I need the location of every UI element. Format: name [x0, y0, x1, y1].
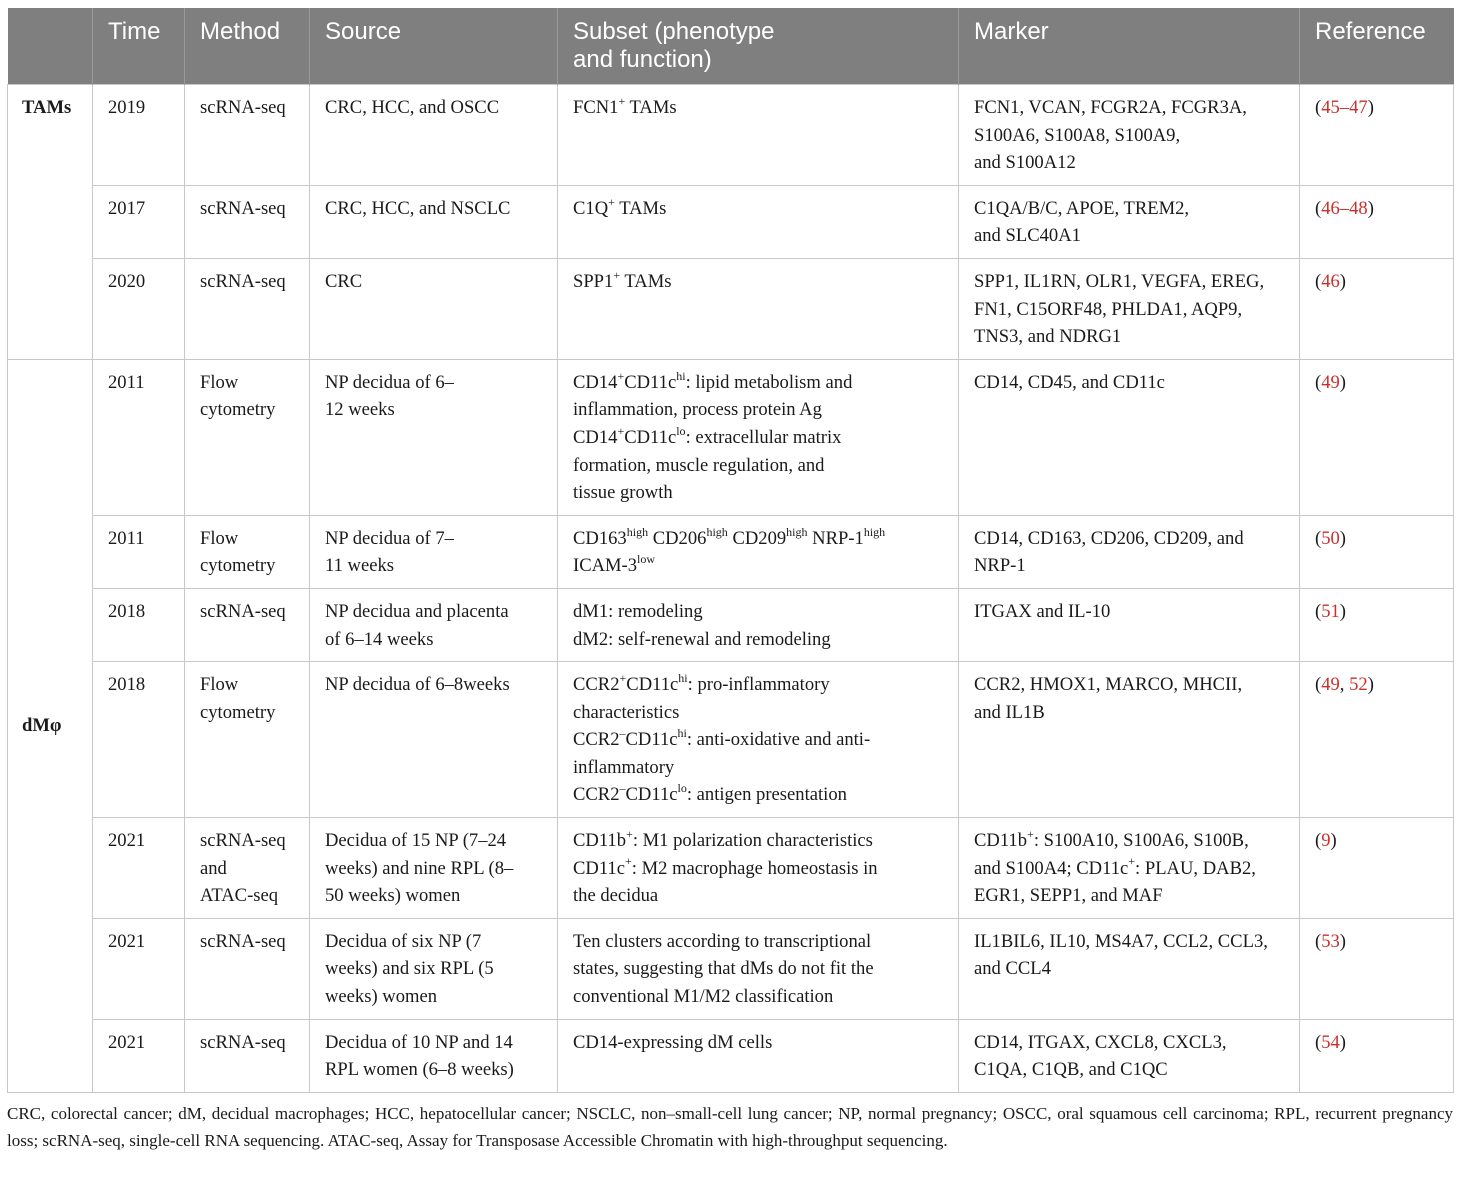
- cell-subset: [558, 818, 959, 919]
- text-run: NRP-1: [807, 527, 864, 549]
- cell-method-line: scRNA-seq: [200, 1031, 286, 1053]
- table-row: [8, 918, 1454, 1019]
- cell-subset: [558, 1019, 959, 1092]
- header-subset-line: Subset (phenotype: [573, 18, 775, 45]
- header-reference: Reference: [1300, 8, 1454, 85]
- text-line: [974, 855, 1291, 883]
- cell-method: [185, 1019, 310, 1092]
- superscript: hi: [676, 368, 686, 383]
- reference-link[interactable]: 45–47: [1321, 97, 1368, 118]
- group-label-dm: dMφ: [8, 359, 93, 1092]
- cell-source: [310, 818, 558, 919]
- cell-marker-line: and SLC40A1: [974, 225, 1081, 247]
- superscript: +: [619, 670, 627, 685]
- table-row: [8, 588, 1454, 661]
- reference-link[interactable]: 54: [1321, 1031, 1340, 1053]
- text-run: : lipid metabolism and: [685, 371, 853, 393]
- superscript: +: [625, 854, 632, 869]
- cell-source: [310, 185, 558, 258]
- reference-link[interactable]: 53: [1321, 930, 1340, 952]
- cell-marker: [959, 85, 1300, 186]
- cell-time: 2019: [93, 85, 185, 186]
- text-line: [573, 1029, 950, 1057]
- text-run: : extracellular matrix: [685, 426, 842, 448]
- cell-method: [185, 662, 310, 818]
- text-line: [573, 671, 950, 699]
- superscript: low: [637, 552, 656, 567]
- text-run: TAMs: [625, 97, 677, 118]
- cell-method-line: scRNA-seq: [200, 97, 286, 118]
- paren-close: ): [1339, 1031, 1346, 1053]
- text-run: CD11c: [624, 371, 677, 393]
- cell-method-line: scRNA-seq: [200, 930, 286, 952]
- cell-reference: [1300, 1019, 1454, 1092]
- cell-reference: [1300, 258, 1454, 359]
- cell-time: 2017: [93, 185, 185, 258]
- header-group: [8, 8, 93, 85]
- cell-marker-line: CD14, CD45, and CD11c: [974, 371, 1165, 393]
- cell-method-line: scRNA-seq: [200, 600, 286, 622]
- text-line: [573, 928, 950, 956]
- paren-open: (: [1315, 97, 1322, 118]
- text-run: CD163: [573, 527, 627, 549]
- cell-source-line: NP decidua of 7–: [325, 527, 454, 549]
- text-run: CD14: [573, 426, 618, 448]
- cell-marker-line: and IL1B: [974, 701, 1045, 723]
- reference-link[interactable]: 49: [1321, 674, 1340, 696]
- text-run: states, suggesting that dMs do not fit the: [573, 958, 874, 980]
- cell-marker-line: IL1BIL6, IL10, MS4A7, CCL2, CCL3,: [974, 930, 1268, 952]
- cell-method-line: scRNA-seq: [200, 270, 286, 292]
- cell-marker-line: C1QA/B/C, APOE, TREM2,: [974, 197, 1190, 219]
- cell-marker-line: CD14, ITGAX, CXCL8, CXCL3,: [974, 1031, 1227, 1053]
- text-run: Ten clusters according to transcriptional: [573, 930, 872, 952]
- paren-open: (: [1315, 674, 1322, 696]
- cell-marker-line: SPP1, IL1RN, OLR1, VEGFA, EREG,: [974, 270, 1265, 292]
- cell-reference: [1300, 85, 1454, 186]
- text-run: CD14: [573, 371, 618, 393]
- cell-reference: [1300, 359, 1454, 515]
- cell-marker: [959, 588, 1300, 661]
- text-run: CD11c: [626, 674, 679, 696]
- cell-time: 2011: [93, 515, 185, 588]
- cell-source: [310, 918, 558, 1019]
- text-run: TAMs: [620, 270, 672, 292]
- superscript: hi: [677, 726, 687, 741]
- cell-marker-line: C1QA, C1QB, and C1QC: [974, 1059, 1168, 1081]
- table-row: [8, 258, 1454, 359]
- ref-separator: ,: [1339, 674, 1350, 696]
- cell-marker-line: FCN1, VCAN, FCGR2A, FCGR3A,: [974, 97, 1247, 118]
- superscript: high: [626, 524, 649, 539]
- cell-method: [185, 515, 310, 588]
- text-run: formation, muscle regulation, and: [573, 454, 825, 476]
- cell-marker: [959, 515, 1300, 588]
- cell-source-line: RPL women (6–8 weeks): [325, 1059, 514, 1081]
- superscript: +: [608, 194, 615, 209]
- table-footnote: CRC, colorectal cancer; dM, decidual macrophages; HCC, hepatocellular cancer; NSCLC, non–small-cell lung cancer; NP, normal pregnancy; OSCC, oral squamous cell carcinoma; RPL, recurrent pregnancy loss; scRNA-seq, single-cell RNA sequencing. ATAC-seq, Assay for Transposase Accessible Chromatin with high-throughput sequencing.: [7, 1103, 1453, 1150]
- cell-source-line: weeks) and nine RPL (8–: [325, 857, 514, 879]
- text-run: CD11c: [625, 784, 678, 806]
- text-run: dM2: self-renewal and remodeling: [573, 628, 831, 650]
- cell-source-line: CRC: [325, 270, 363, 292]
- cell-method: [185, 258, 310, 359]
- cell-marker-line: and S100A12: [974, 152, 1076, 174]
- cell-method-line: Flow: [200, 527, 239, 549]
- text-line: [573, 983, 950, 1011]
- table-row: [8, 818, 1454, 919]
- header-subset: [558, 8, 959, 85]
- text-run: CD11c: [624, 426, 677, 448]
- cell-subset: [558, 588, 959, 661]
- cell-marker-line: TNS3, and NDRG1: [974, 326, 1122, 348]
- superscript: –: [619, 726, 626, 741]
- cell-reference: [1300, 185, 1454, 258]
- reference-link[interactable]: 46–48: [1321, 197, 1368, 219]
- cell-time: 2011: [93, 359, 185, 515]
- paren-open: (: [1315, 527, 1322, 549]
- cell-marker-line: CD14, CD163, CD206, CD209, and: [974, 527, 1244, 549]
- cell-source-line: Decidua of six NP (7: [325, 930, 482, 952]
- text-run: CCR2: [573, 674, 620, 696]
- text-line: [573, 479, 950, 507]
- cell-source-line: 12 weeks: [325, 399, 395, 421]
- cell-method-line: scRNA-seq: [200, 197, 286, 219]
- text-run: the decidua: [573, 885, 659, 907]
- superscript: +: [1027, 826, 1034, 841]
- text-run: : M1 polarization characteristics: [632, 830, 873, 852]
- header-marker: Marker: [959, 8, 1300, 85]
- cell-source: [310, 515, 558, 588]
- group-label-tams: TAMs: [8, 85, 93, 360]
- cell-method-line: Flow: [200, 674, 239, 696]
- cell-source-line: of 6–14 weeks: [325, 628, 434, 650]
- text-run: inflammation, process protein Ag: [573, 399, 822, 421]
- reference-link[interactable]: 46: [1321, 270, 1340, 292]
- superscript: +: [613, 267, 621, 282]
- superscript: +: [1128, 854, 1136, 869]
- paren-close: ): [1339, 930, 1346, 952]
- text-run: : pro-inflammatory: [687, 674, 830, 696]
- text-run: CD11c: [625, 729, 678, 751]
- table-row: [8, 515, 1454, 588]
- text-run: EGR1, SEPP1, and MAF: [974, 885, 1163, 907]
- text-run: CCR2: [573, 729, 620, 751]
- text-run: C1Q: [573, 197, 609, 219]
- header-time: Time: [93, 8, 185, 85]
- text-run: CD11b: [974, 830, 1028, 852]
- table-body: [8, 85, 1454, 1093]
- text-run: : anti-oxidative and anti-: [686, 729, 871, 751]
- cell-method: [185, 588, 310, 661]
- cell-subset: [558, 918, 959, 1019]
- cell-reference: [1300, 515, 1454, 588]
- superscript: high: [706, 524, 728, 539]
- cell-reference: [1300, 818, 1454, 919]
- cell-source: [310, 662, 558, 818]
- text-run: : PLAU, DAB2,: [1135, 857, 1256, 879]
- cell-marker-line: S100A6, S100A8, S100A9,: [974, 124, 1181, 146]
- cell-subset: [558, 515, 959, 588]
- cell-method: [185, 818, 310, 919]
- text-line: [573, 626, 950, 654]
- cell-marker: [959, 359, 1300, 515]
- text-line: [573, 452, 950, 480]
- text-line: [573, 268, 950, 296]
- cell-reference: [1300, 662, 1454, 818]
- reference-link[interactable]: 49: [1321, 371, 1340, 393]
- paren-close: ): [1339, 371, 1346, 393]
- cell-marker-line: ITGAX and IL-10: [974, 600, 1111, 622]
- text-line: [573, 525, 950, 553]
- text-run: CCR2: [573, 784, 620, 806]
- text-run: : S100A10, S100A6, S100B,: [1033, 830, 1249, 852]
- cell-marker: [959, 185, 1300, 258]
- text-run: SPP1: [573, 270, 614, 292]
- text-line: [974, 827, 1291, 855]
- cell-source-line: Decidua of 10 NP and 14: [325, 1031, 513, 1053]
- table-row: [8, 85, 1454, 186]
- table-row: [8, 359, 1454, 515]
- cell-method-line: cytometry: [200, 701, 276, 723]
- text-run: CD11b: [573, 830, 627, 852]
- text-run: TAMs: [614, 197, 667, 219]
- paren-close: ): [1339, 600, 1346, 622]
- text-line: [573, 827, 950, 855]
- cell-method-line: scRNA-seq: [200, 830, 286, 852]
- text-run: and S100A4; CD11c: [974, 857, 1129, 879]
- text-line: [974, 882, 1291, 910]
- text-line: [573, 781, 950, 809]
- paren-close: ): [1367, 97, 1374, 118]
- text-line: [573, 552, 950, 580]
- cell-marker: [959, 918, 1300, 1019]
- text-line: [573, 195, 950, 223]
- table-container: [7, 8, 1453, 1154]
- header-method: Method: [185, 8, 310, 85]
- superscript: +: [617, 368, 625, 383]
- text-run: CD11c: [573, 857, 625, 879]
- cell-time: 2021: [93, 818, 185, 919]
- superscript: high: [863, 524, 886, 539]
- superscript: high: [786, 524, 808, 539]
- paren-open: (: [1315, 197, 1322, 219]
- paren-close: ): [1339, 270, 1346, 292]
- cell-source-line: NP decidua and placenta: [325, 600, 509, 622]
- text-line: [573, 726, 950, 754]
- cell-method-line: Flow: [200, 371, 239, 393]
- cell-marker: [959, 1019, 1300, 1092]
- header-source: Source: [310, 8, 558, 85]
- cell-time: 2021: [93, 1019, 185, 1092]
- text-line: [573, 424, 950, 452]
- cell-source-line: weeks) and six RPL (5: [325, 958, 494, 980]
- paren-close: ): [1330, 830, 1337, 852]
- cell-marker-line: NRP-1: [974, 555, 1026, 577]
- cell-reference: [1300, 918, 1454, 1019]
- cell-subset: [558, 258, 959, 359]
- cell-reference: [1300, 588, 1454, 661]
- paren-open: (: [1315, 930, 1322, 952]
- cell-source-line: weeks) women: [325, 986, 438, 1008]
- text-run: : antigen presentation: [686, 784, 847, 806]
- text-line: [573, 882, 950, 910]
- cell-method: [185, 85, 310, 186]
- cell-time: 2018: [93, 588, 185, 661]
- paren-close: ): [1367, 674, 1374, 696]
- reference-link[interactable]: 51: [1321, 600, 1340, 622]
- macrophage-subsets-table: [7, 8, 1454, 1093]
- cell-method-line: cytometry: [200, 555, 276, 577]
- header-subset-line: and function): [573, 46, 712, 73]
- text-line: [573, 369, 950, 397]
- cell-marker-line: FN1, C15ORF48, PHLDA1, AQP9,: [974, 298, 1243, 320]
- paren-open: (: [1315, 600, 1322, 622]
- paren-open: (: [1315, 1031, 1322, 1053]
- table-row: [8, 662, 1454, 818]
- cell-time: 2018: [93, 662, 185, 818]
- cell-marker-line: CCR2, HMOX1, MARCO, MHCII,: [974, 674, 1243, 696]
- cell-marker-line: and CCL4: [974, 958, 1051, 980]
- text-line: [573, 955, 950, 983]
- text-run: dM1: remodeling: [573, 600, 703, 622]
- cell-method: [185, 918, 310, 1019]
- text-line: [573, 396, 950, 424]
- text-run: CD206: [648, 527, 707, 549]
- cell-time: 2021: [93, 918, 185, 1019]
- cell-subset: [558, 185, 959, 258]
- cell-method-line: ATAC-seq: [200, 885, 279, 907]
- cell-source-line: CRC, HCC, and NSCLC: [325, 197, 511, 219]
- paren-open: (: [1315, 270, 1322, 292]
- superscript: lo: [676, 423, 686, 438]
- cell-source-line: 50 weeks) women: [325, 885, 461, 907]
- cell-source-line: CRC, HCC, and OSCC: [325, 97, 500, 118]
- header-row: [8, 8, 1454, 85]
- cell-source-line: Decidua of 15 NP (7–24: [325, 830, 507, 852]
- cell-source: [310, 359, 558, 515]
- table-row: [8, 1019, 1454, 1092]
- paren-open: (: [1315, 371, 1322, 393]
- superscript: hi: [678, 670, 688, 685]
- cell-method: [185, 185, 310, 258]
- cell-source: [310, 258, 558, 359]
- text-run: inflammatory: [573, 756, 675, 778]
- cell-source-line: 11 weeks: [325, 555, 395, 577]
- text-run: tissue growth: [573, 482, 673, 504]
- cell-source: [310, 85, 558, 186]
- paren-close: ): [1367, 197, 1374, 219]
- cell-method-line: and: [200, 857, 227, 879]
- text-line: [573, 94, 950, 122]
- text-run: CD209: [727, 527, 787, 549]
- superscript: +: [626, 826, 633, 841]
- superscript: –: [619, 781, 626, 796]
- text-run: conventional M1/M2 classification: [573, 986, 834, 1008]
- paren-close: ): [1339, 527, 1346, 549]
- cell-source-line: NP decidua of 6–: [325, 371, 454, 393]
- superscript: +: [618, 93, 626, 108]
- text-line: [573, 699, 950, 727]
- text-run: : M2 macrophage homeostasis in: [631, 857, 878, 879]
- table-row: [8, 185, 1454, 258]
- text-run: ICAM-3: [573, 555, 638, 577]
- cell-source: [310, 1019, 558, 1092]
- text-run: FCN1: [573, 97, 619, 118]
- reference-link[interactable]: 9: [1321, 830, 1331, 852]
- cell-subset: [558, 85, 959, 186]
- cell-marker: [959, 258, 1300, 359]
- text-line: [573, 598, 950, 626]
- superscript: lo: [677, 781, 687, 796]
- paren-open: (: [1315, 830, 1322, 852]
- reference-link[interactable]: 52: [1349, 674, 1368, 696]
- reference-link[interactable]: 50: [1321, 527, 1340, 549]
- cell-source-line: NP decidua of 6–8weeks: [325, 674, 510, 696]
- superscript: +: [617, 423, 625, 438]
- text-line: [573, 754, 950, 782]
- cell-subset: [558, 359, 959, 515]
- cell-marker: [959, 662, 1300, 818]
- text-run: CD14-expressing dM cells: [573, 1031, 773, 1053]
- cell-time: 2020: [93, 258, 185, 359]
- cell-method: [185, 359, 310, 515]
- cell-marker: [959, 818, 1300, 919]
- cell-subset: [558, 662, 959, 818]
- cell-method-line: cytometry: [200, 399, 276, 421]
- cell-source: [310, 588, 558, 661]
- text-run: characteristics: [573, 701, 680, 723]
- text-line: [573, 855, 950, 883]
